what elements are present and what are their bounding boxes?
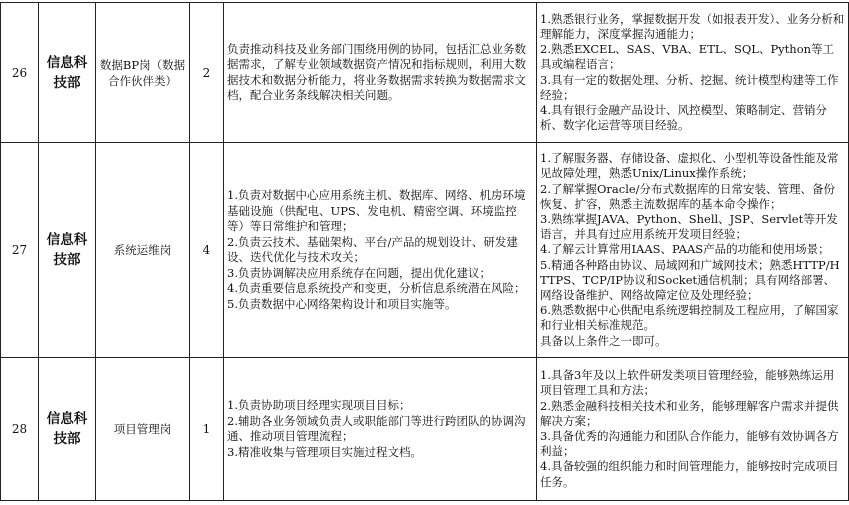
table-row (1, 143, 849, 358)
requirement-line: 5.精通各种路由协议、局域网和广域网技术；熟悉HTTP/HTTPS、TCP/IP协议和Socket通信机制；具有网络部署、网络设备维护、网络故障定位及处理经验； (540, 257, 840, 302)
requirement-line: 2.熟悉金融科技相关技术和业务，能够理解客户需求并提供解决方案； (540, 398, 839, 428)
duty-line: 3.负责协调解决应用系统存在问题，提出优化建议； (227, 265, 491, 280)
department-cell (39, 143, 96, 358)
table-row (1, 358, 849, 501)
duties-cell (224, 358, 537, 501)
requirement-line: 1.熟悉银行业务，掌握数据开发（如报表开发）、业务分析和理解能力，深度掌握沟通能力； (540, 11, 845, 41)
department-name: 信息科技部 (46, 411, 88, 447)
row-number: 28 (1, 358, 39, 501)
duty-line: 4.负责重要信息系统投产和变更，分析信息系统潜在风险； (227, 281, 526, 295)
recruitment-table (0, 2, 849, 501)
requirements-cell (537, 3, 849, 143)
department-name: 信息科技部 (46, 232, 88, 268)
headcount: 4 (190, 143, 224, 358)
post-name: 项目管理岗 (96, 358, 190, 501)
duties-cell (224, 143, 537, 358)
headcount: 1 (190, 358, 224, 501)
department-name: 信息科技部 (46, 54, 88, 91)
duty-line: 3.精准收集与管理项目实施过程文档。 (227, 444, 422, 459)
requirement-line: 4.具备较强的组织能力和时间管理能力，能够按时完成项目任务。 (540, 459, 839, 489)
requirement-line: 4.具有银行金融产品设计、风控模型、策略制定、营销分析、数字化运营等项目经验。 (540, 102, 827, 133)
post-name: 系统运维岗 (96, 143, 190, 358)
row-number: 27 (1, 143, 39, 358)
department-cell (39, 358, 96, 501)
duty-line: 2.辅助各业务领域负责人或职能部门等进行跨团队的协调沟通、推动项目管理流程； (227, 413, 526, 443)
requirement-line: 6.熟悉数据中心供配电系统逻辑控制及工程应用，了解国家和行业相关标准规范。 (540, 303, 839, 333)
duty-line: 1.负责协助项目经理实现项目目标； (227, 398, 411, 412)
department-cell (39, 3, 96, 143)
duty-line: 负责推动科技及业务部门围绕用例的协同，包括汇总业务数据需求，了解专业领域数据资产情况和指标规则，利用大数据技术和数据分析能力，将业务数据需求转换为数据需求文档，配合业务条线解决相关问题。 (227, 41, 526, 102)
requirements-cell (537, 143, 849, 358)
post-name: 数据BP岗（数据合作伙伴类） (96, 3, 190, 143)
requirement-line: 3.具备优秀的沟通能力和团队合作能力，能够有效协调各方利益； (540, 429, 839, 459)
duty-line: 2.负责云技术、基础架构、平台/产品的规划设计、研发建设、迭代优化与技术攻关； (227, 234, 518, 264)
requirement-line: 1.了解服务器、存储设备、虚拟化、小型机等设备性能及常见故障处理，熟悉Unix/Linux操作系统； (540, 151, 839, 181)
requirement-line: 3.具有一定的数据处理、分析、挖掘、统计模型构建等工作经验； (540, 72, 839, 102)
requirements-cell (537, 358, 849, 501)
requirement-line: 2.熟悉EXCEL、SAS、VBA、ETL、SQL、Python等工具或编程语言； (540, 42, 835, 72)
requirement-line: 4.了解云计算常用IAAS、PAAS产品的功能和使用场景； (540, 242, 830, 257)
duty-line: 1.负责对数据中心应用系统主机、数据库、网络、机房环境基础设施（供配电、UPS、发电机、精密空调、环境监控等）等日常维护和管理； (227, 188, 526, 233)
table-row (1, 3, 849, 143)
duty-line: 5.负责数据中心网络架构设计和项目实施等。 (227, 296, 457, 311)
requirement-line: 1.具备3年及以上软件研发类项目管理经验，能够熟练运用项目管理工具和方法； (540, 368, 835, 398)
requirement-line: 具备以上条件之一即可。 (540, 333, 667, 348)
requirement-line: 2.了解掌握Oracle/分布式数据库的日常安装、管理、备份恢复、扩容，熟悉主流数据库的基本命令操作； (540, 181, 836, 211)
requirement-line: 3.熟练掌握JAVA、Python、Shell、JSP、Servlet等开发语言，并具有过应用系统开发项目经验； (540, 211, 838, 242)
duties-cell (224, 3, 537, 143)
headcount: 2 (190, 3, 224, 143)
row-number: 26 (1, 3, 39, 143)
